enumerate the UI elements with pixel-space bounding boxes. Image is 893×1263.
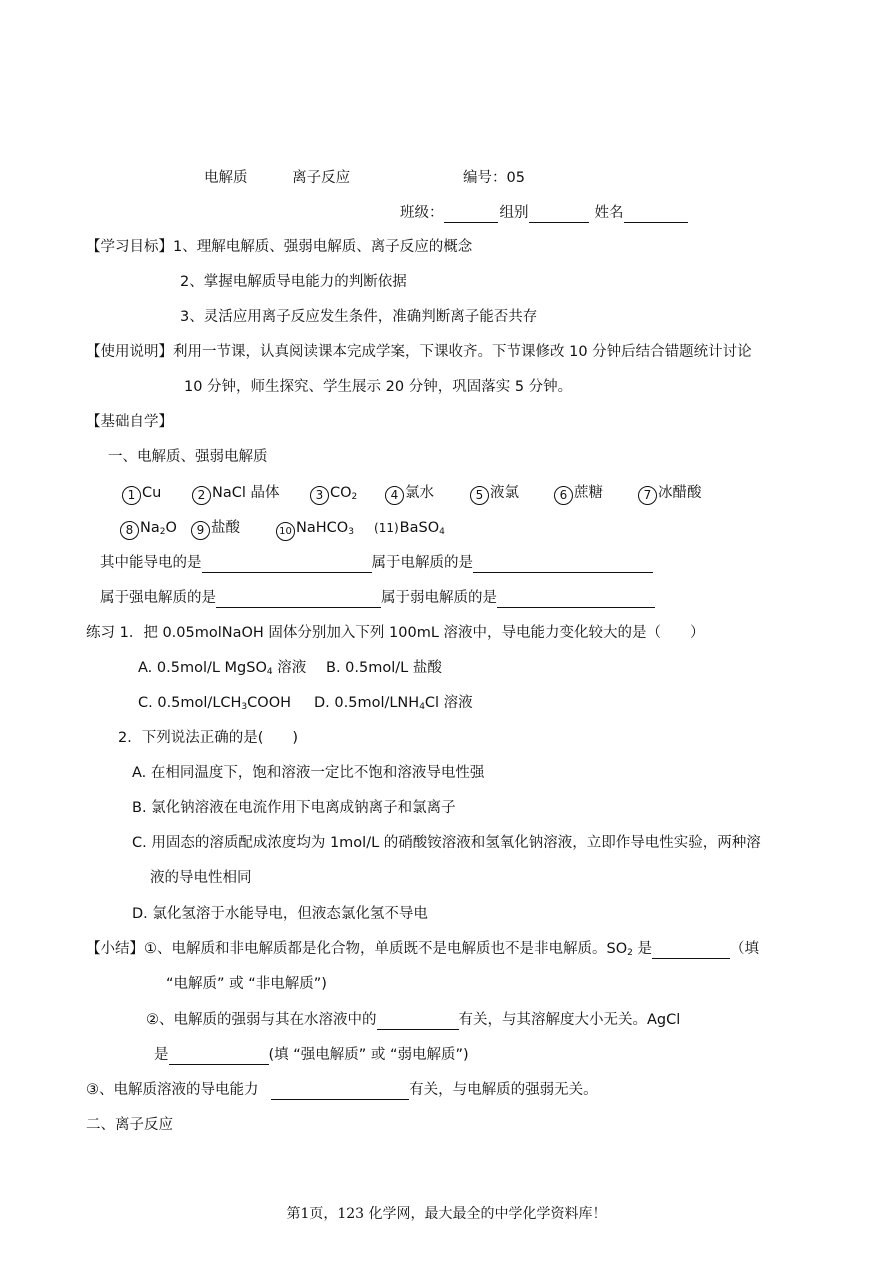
number-circle: 9 — [191, 521, 210, 540]
objectives-line-1 — [86, 237, 472, 257]
summary-text: 有关，与电解质的强弱无关。 — [409, 1082, 598, 1098]
group-blank[interactable] — [529, 206, 589, 223]
substance-name: Cu — [142, 485, 162, 501]
substance-name: 液氯 — [490, 485, 519, 501]
number-paren-value: 11 — [378, 521, 394, 535]
group-label: 组别 — [499, 205, 529, 221]
question-strong: 属于强电解质的是 — [100, 590, 216, 606]
question-strong-row — [100, 588, 655, 608]
option-text-tail: Cl 溶液 — [424, 695, 473, 711]
conductive-blank[interactable] — [202, 556, 372, 573]
summary-text: (填 “强电解质” 或 “弱电解质”) — [268, 1047, 469, 1063]
summary-text: ①、电解质和非电解质都是化合物，单质既不是电解质也不是非电解质。SO — [144, 941, 628, 957]
substance-name: Na — [140, 520, 160, 536]
substance-item — [122, 483, 161, 505]
option-text: A. 0.5mol/L MgSO — [138, 660, 267, 676]
substance-name: 盐酸 — [211, 520, 240, 536]
number-paren: (11) — [374, 521, 399, 535]
substance-name: NaHCO — [296, 520, 349, 536]
exercise-1-option-d — [314, 693, 473, 713]
summary-text: ③、电解质溶液的导电能力 — [86, 1082, 264, 1098]
section1-heading: 一、电解质、强弱电解质 — [108, 449, 268, 465]
number-circle: 8 — [120, 521, 139, 540]
objective-item: 2、掌握电解质导电能力的判断依据 — [180, 274, 407, 290]
exercise-1-option-a — [138, 658, 306, 678]
so2-blank[interactable] — [652, 942, 730, 959]
usage-line-2: 10 分钟，师生探究、学生展示 20 分钟，巩固落实 5 分钟。 — [184, 379, 573, 395]
substance-name: 蔗糖 — [574, 485, 603, 501]
conductivity-blank[interactable] — [271, 1083, 409, 1100]
exercise-2-option-c: C. 用固态的溶质配成浓度均为 1mol/L 的硝酸铵溶液和氢氧化钠溶液，立即作导电性实验，两种溶 — [132, 835, 761, 851]
objective-item: 3、灵活应用离子反应发生条件，准确判断离子能否共存 — [180, 309, 538, 325]
substance-item — [120, 518, 177, 540]
subscript: 2 — [159, 527, 166, 537]
title-text: 电解质 — [204, 170, 248, 186]
summary-text: ②、电解质的强弱与其在水溶液中的 — [146, 1012, 377, 1028]
option-text: D. 0.5mol/LNH — [314, 695, 420, 711]
option-text-tail: 溶液 — [272, 660, 307, 676]
substance-item — [638, 483, 702, 505]
subscript: 2 — [351, 492, 358, 502]
exercise-2: 2．下列说法正确的是( ) — [118, 730, 299, 746]
substance-name: CO — [330, 485, 352, 501]
exercise-2-option-b: B. 氯化钠溶液在电流作用下电离成钠离子和氯离子 — [132, 800, 456, 816]
agcl-blank[interactable] — [169, 1048, 269, 1065]
exercise-2-option-c-cont: 液的导电性相同 — [150, 870, 252, 886]
summary-text: 是 — [632, 941, 652, 957]
substance-item — [554, 483, 603, 505]
summary-line-1b: “电解质” 或 “非电解质”) — [166, 976, 327, 992]
number-circle: 3 — [310, 486, 329, 505]
name-label: 姓名 — [594, 205, 624, 221]
option-text-tail: COOH — [247, 695, 292, 711]
subscript: 4 — [419, 702, 425, 712]
exercise-1: 练习 1．把 0.05molNaOH 固体分别加入下列 100mL 溶液中，导电能力变化较大的是（ ） — [86, 625, 705, 641]
basic-label: 【基础自学】 — [86, 414, 173, 430]
strength-blank[interactable] — [377, 1013, 459, 1030]
question-electrolyte: 属于电解质的是 — [371, 555, 473, 571]
exercise-2-option-a: A. 在相同温度下，饱和溶液一定比不饱和溶液导电性强 — [132, 765, 485, 781]
summary-line-2 — [146, 1010, 680, 1030]
doc-title — [204, 168, 350, 188]
question-conductive: 其中能导电的是 — [100, 555, 202, 571]
class-label: 班级： — [400, 205, 444, 221]
substance-item — [310, 483, 357, 505]
exercise-1-option-b: B. 0.5mol/L 盐酸 — [326, 660, 442, 676]
electrolyte-blank[interactable] — [473, 556, 653, 573]
subscript: 2 — [627, 948, 633, 958]
summary-text: 是 — [154, 1047, 169, 1063]
number-circle: 5 — [470, 486, 489, 505]
page-footer: 第1页，123 化学网，最大最全的中学化学资料库！ — [286, 1206, 607, 1222]
summary-line-2b — [154, 1045, 469, 1065]
substance-name-tail: O — [165, 520, 177, 536]
usage-text: 利用一节课，认真阅读课本完成学案，下课收齐。下节课修改 10 分钟后结合错题统计讨论 — [173, 344, 752, 360]
subtitle-text: 离子反应 — [292, 170, 351, 186]
substance-name: 冰醋酸 — [658, 485, 702, 501]
weak-blank[interactable] — [497, 591, 655, 608]
objectives-label: 【学习目标】 — [86, 239, 173, 255]
question-weak: 属于弱电解质的是 — [381, 590, 497, 606]
summary-text: 有关，与其溶解度大小无关。AgCl — [458, 1012, 681, 1028]
option-text: C. 0.5mol/LCH — [138, 695, 242, 711]
usage-label: 【使用说明】 — [86, 344, 173, 360]
number-circle: 2 — [192, 486, 211, 505]
usage-line-1 — [86, 342, 752, 362]
subscript: 4 — [266, 667, 273, 677]
name-blank[interactable] — [624, 206, 688, 223]
class-blank[interactable] — [444, 206, 498, 223]
doc-number: 编号：05 — [463, 170, 525, 186]
substance-name: 氯水 — [405, 485, 434, 501]
student-info-line — [400, 203, 688, 223]
number-circle: 1 — [122, 486, 141, 505]
number-circle: 7 — [638, 486, 657, 505]
substance-item — [192, 483, 280, 505]
subscript: 3 — [348, 527, 354, 537]
section2-heading: 二、离子反应 — [86, 1117, 173, 1133]
number-circle: 4 — [385, 486, 404, 505]
substance-item — [470, 483, 519, 505]
substance-item — [374, 518, 445, 538]
number-circle: 10 — [276, 522, 295, 541]
question-conductive-row — [100, 553, 653, 573]
summary-line-3 — [86, 1080, 598, 1100]
substance-item — [276, 518, 354, 541]
summary-line-1 — [86, 939, 759, 959]
substance-name: NaCl 晶体 — [212, 485, 280, 501]
summary-text: （填 — [729, 941, 759, 957]
summary-label: 【小结】 — [86, 941, 144, 957]
substance-item — [191, 518, 240, 540]
subscript: 4 — [439, 527, 445, 537]
substance-item — [385, 483, 434, 505]
substance-name: BaSO — [399, 520, 440, 536]
exercise-2-option-d: D. 氯化氢溶于水能导电，但液态氯化氢不导电 — [132, 906, 428, 922]
number-circle: 6 — [554, 486, 573, 505]
subscript: 3 — [241, 702, 248, 712]
strong-blank[interactable] — [216, 591, 381, 608]
exercise-1-option-c — [138, 693, 291, 713]
objective-item: 1、理解电解质、强弱电解质、离子反应的概念 — [173, 239, 473, 255]
